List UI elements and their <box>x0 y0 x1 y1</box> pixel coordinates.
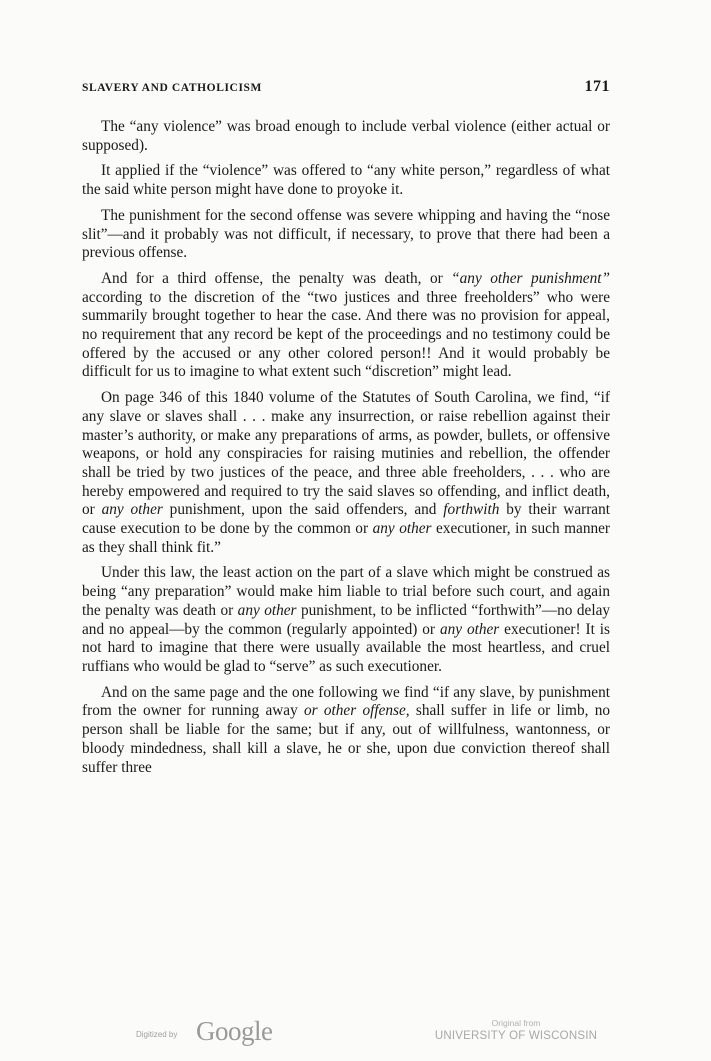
original-from-label: Original from <box>491 1018 541 1028</box>
italic-run: any other <box>372 520 432 538</box>
text-run: punishment, to be inflicted “forthwith”—no delay and no appeal—by the common (regularly appointed) or <box>82 601 611 638</box>
italic-run: any other <box>439 620 500 638</box>
text-run: by their warrant cause execution to be done by the common or <box>82 501 610 538</box>
text-run: On page 346 of this 1840 volume of the Statutes of South Carolina, we find, “if any slave or slaves shall . . . make any insurrection, or raise rebellion against their master’s authority, or make any preparations of arms, as powder, bullets, or offensive weapons, or hold any conspiracies for raising mutinies and rebellion, the offender shall be tried by two justices of the peace, and three able freeholders, . . . who are hereby empowered and required to try the said slaves so offending, and inflict death, or <box>82 389 610 519</box>
text-run: Under this law, the least action on the part of a slave which might be construed as being “any preparation” would make him liable to trial before such court, and again the penalty was death or <box>82 564 610 619</box>
text-run: punishment, upon the said offenders, and <box>162 501 444 519</box>
paragraph <box>82 389 610 557</box>
text-run: according to the discretion of the “two justices and three freeholders” who were summarily brought together to hear the case. And there was no provision for appeal, no requirement that any record be kept of the proceedings and no testimony could be offered by the accused or any other colored person!! And it would probably be difficult for us to imagine to what extent such “discretion” might lead. <box>82 288 610 381</box>
text-run: shall suffer in life or limb, no person shall be liable for the same; but if any, out of willfulness, wantonness, or bloody mindedness, shall kill a slave, he or she, upon due conviction thereof shall suffer three <box>82 702 610 776</box>
running-head <box>82 78 610 96</box>
italic-run: or other offense, <box>304 702 410 720</box>
paragraph <box>82 207 610 263</box>
text-run: executioner! It is not hard to imagine that there were usually available the most heartless, and cruel ruffians who would be glad to “serve” as such executioner. <box>82 620 610 675</box>
text-run: executioner, in such manner as they shall think fit.” <box>82 520 610 556</box>
italic-run: “any other punishment” <box>451 269 610 287</box>
text-run: The “any violence” was broad enough to include verbal violence (either actual or supposed). <box>82 118 610 154</box>
text-run: The punishment for the second offense was severe whipping and having the “nose slit”—and it probably was not difficult, if necessary, to prove that there had been a previous offense. <box>82 206 610 262</box>
text-run: And on the same page and the one following we find “if any slave, by punishment from the owner for running away <box>82 683 610 720</box>
paragraph <box>82 564 610 676</box>
running-title: SLAVERY AND CATHOLICISM <box>82 82 262 94</box>
italic-run: any other <box>237 601 297 619</box>
digitized-by-label: Digitized by <box>136 1030 178 1039</box>
paragraph <box>82 270 610 382</box>
paragraph <box>82 162 610 199</box>
text-run: It applied if the “violence” was offered to “any white person,” regardless of what the said white person might have done to proyoke it. <box>82 162 610 199</box>
italic-run: any other <box>101 501 163 519</box>
google-logo: Google <box>196 1016 273 1046</box>
page-number: 171 <box>584 78 610 95</box>
university-label: UNIVERSITY OF WISCONSIN <box>434 1030 598 1042</box>
footer <box>0 1010 711 1050</box>
paragraph <box>82 684 610 778</box>
body-text <box>82 118 610 784</box>
paragraph <box>82 118 610 155</box>
text-run: And for a third offense, the penalty was death, or <box>101 269 452 287</box>
italic-run: forthwith <box>443 501 500 519</box>
